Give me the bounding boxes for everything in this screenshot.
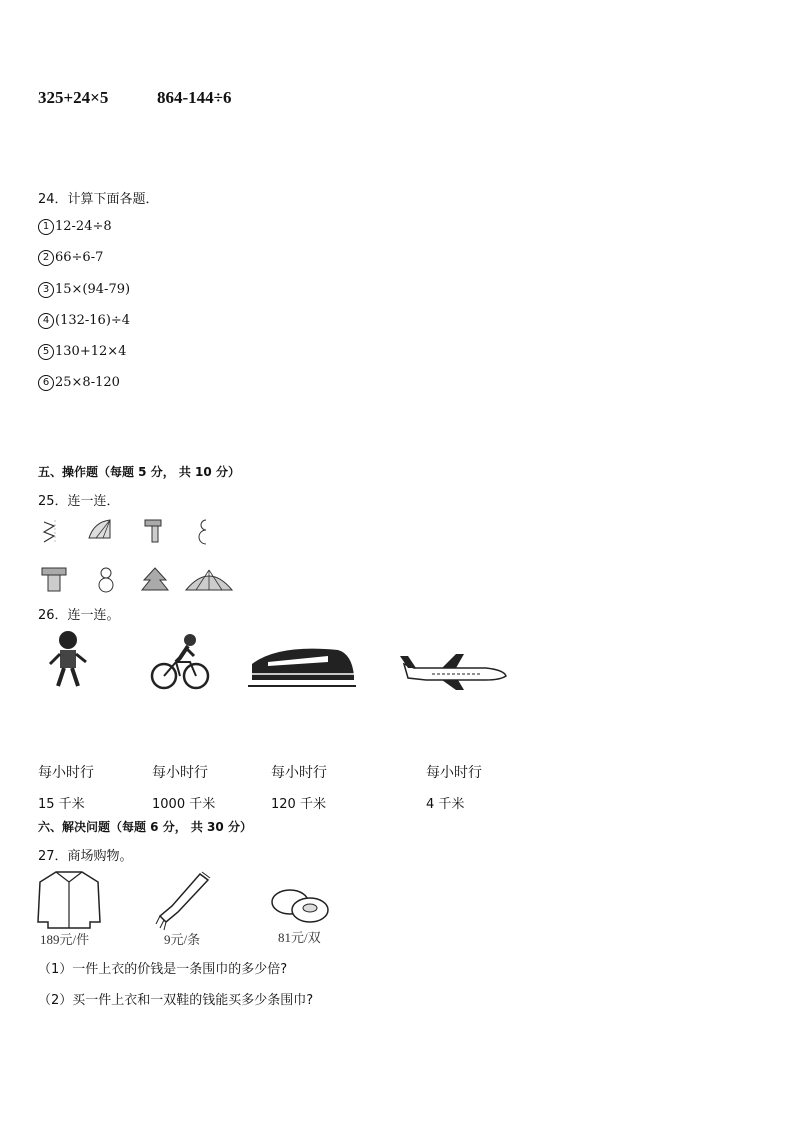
speed-label-2: 每小时行	[152, 765, 208, 781]
high-speed-train-image	[248, 640, 358, 690]
circled-number: 2	[38, 250, 54, 266]
section-5-heading: 五、操作题（每题 5 分， 共 10 分）	[38, 465, 240, 479]
q24-item-6	[38, 375, 120, 391]
q24-title: 24．计算下面各题．	[38, 192, 159, 207]
shoes-image	[268, 876, 334, 946]
speed-label-4: 每小时行	[426, 765, 482, 781]
q27-question-2: （2）买一件上衣和一双鞋的钱能买多少条围巾?	[38, 993, 314, 1008]
q24-item-3	[38, 282, 130, 298]
circled-number: 4	[38, 313, 54, 329]
speed-value-3: 120 千米	[271, 797, 326, 812]
circled-number: 1	[38, 219, 54, 235]
scarf-price: 9元/条	[164, 932, 201, 947]
speed-label-1: 每小时行	[38, 765, 94, 781]
circled-number: 5	[38, 344, 54, 360]
q24-expr: (132-16)÷4	[55, 313, 131, 328]
q24-expr: 15×(94-79)	[55, 282, 131, 297]
q25-title: 25．连一连．	[38, 494, 120, 509]
section-6-heading: 六、解决问题（每题 6 分， 共 30 分）	[38, 820, 252, 834]
half-zigzag-shape	[40, 518, 60, 546]
circled-number: 6	[38, 375, 54, 391]
q24-item-5	[38, 344, 126, 360]
jacket-price: 189元/件	[40, 932, 90, 947]
circled-number: 3	[38, 282, 54, 298]
q24-expr: 66÷6-7	[55, 250, 104, 265]
shoes-price: 81元/双	[278, 930, 321, 945]
half-house-shape	[142, 518, 164, 546]
speed-value-1: 15 千米	[38, 797, 85, 812]
expression-1: 325+24×5	[38, 88, 109, 107]
q24-expr: 12-24÷8	[55, 219, 112, 234]
walking-person-image	[46, 628, 90, 690]
speed-label-3: 每小时行	[271, 765, 327, 781]
jacket-image	[36, 868, 102, 946]
q24-item-4	[38, 313, 130, 329]
q24-expr: 130+12×4	[55, 344, 127, 359]
cyclist-image	[150, 632, 210, 692]
house-shape	[40, 566, 68, 594]
q24-item-2	[38, 250, 103, 266]
scarf-image	[148, 870, 218, 946]
tree-shape	[140, 566, 170, 594]
q24-item-1	[38, 219, 112, 235]
expression-2: 864-144÷6	[157, 88, 232, 107]
q26-title: 26．连一连。	[38, 608, 120, 623]
q24-expr: 25×8-120	[55, 375, 120, 390]
airplane-image	[396, 652, 508, 692]
speed-value-4: 4 千米	[426, 797, 465, 812]
half-gourd-shape	[196, 518, 210, 546]
speed-value-2: 1000 千米	[152, 797, 216, 812]
gourd-shape	[96, 566, 116, 594]
half-umbrella-shape	[86, 518, 114, 542]
q27-title: 27．商场购物。	[38, 849, 133, 864]
q27-question-1: （1）一件上衣的价钱是一条围巾的多少倍?	[38, 962, 288, 977]
umbrella-shape	[184, 566, 234, 594]
